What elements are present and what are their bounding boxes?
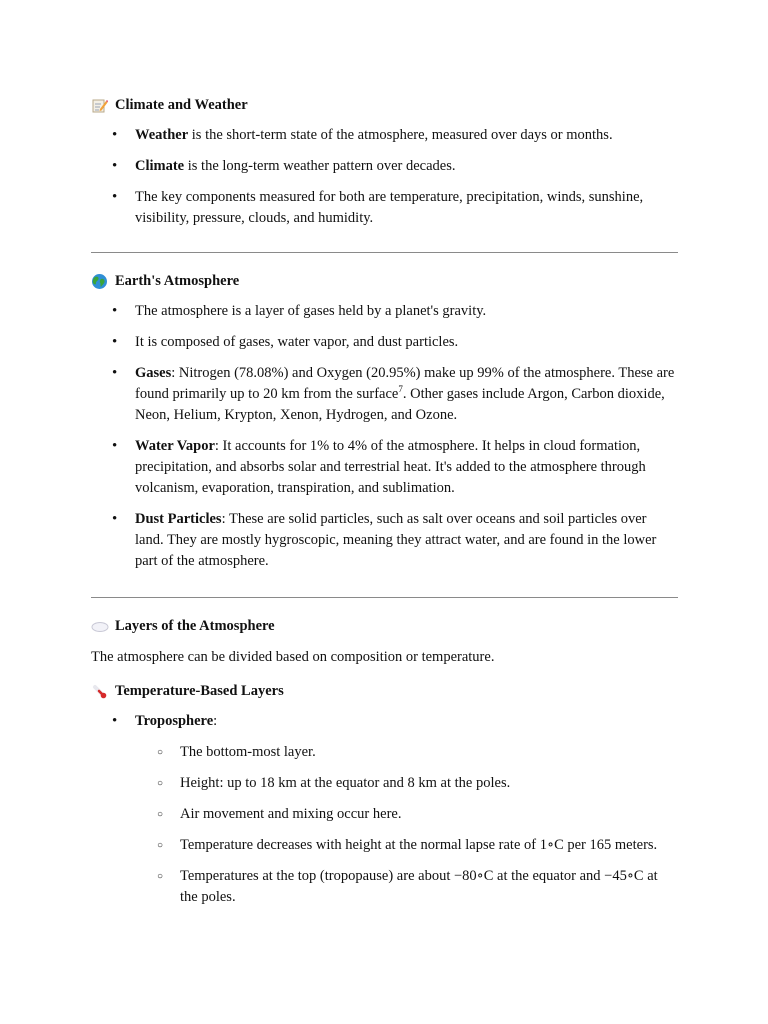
- thermometer-icon: [91, 681, 115, 701]
- list-item: [91, 711, 678, 732]
- term-dust-particles: Dust Particles: [135, 511, 222, 527]
- globe-icon: [91, 271, 115, 291]
- temperature-layers-list: [91, 711, 678, 732]
- item-text: . Other gases include Argon, Carbon dioxide, Neon, Helium, Krypton, Xenon, Hydrogen, and Ozone.: [135, 386, 665, 423]
- layers-intro: The atmosphere can be divided based on composition or temperature.: [91, 649, 495, 665]
- term-gases: Gases: [135, 365, 172, 381]
- list-item: [91, 436, 678, 499]
- term-water-vapor: Water Vapor: [135, 438, 215, 454]
- footnote-marker: 7: [398, 384, 403, 395]
- item-text: It is composed of gases, water vapor, and dust particles.: [135, 334, 459, 350]
- section-heading-text: Temperature-Based Layers: [115, 682, 284, 699]
- list-item: [91, 301, 678, 322]
- list-item: [91, 363, 678, 426]
- list-item: [91, 332, 678, 353]
- troposphere-sublist: [91, 742, 678, 908]
- sub-list-item: ○ Temperature decreases with height at the normal lapse rate of 1∘C per 165 meters.: [91, 835, 678, 856]
- item-text: is the short-term state of the atmosphere, measured over days or months.: [188, 127, 613, 143]
- section-heading-text: Climate and Weather: [115, 96, 248, 113]
- section-heading-temperature-layers: [91, 681, 678, 701]
- memo-icon: [91, 95, 115, 115]
- list-item: [91, 509, 678, 572]
- section-heading-layers: [91, 616, 678, 636]
- atmosphere-list: [91, 301, 678, 572]
- term-climate: Climate: [135, 158, 185, 174]
- item-text: : These are solid particles, such as salt over oceans and soil particles over land. They are mostly hygroscopic, meaning they attract water, and are found in the lower part of the atmosphere.: [135, 511, 657, 569]
- section-heading-text: Layers of the Atmosphere: [115, 617, 275, 634]
- climate-list: [91, 125, 678, 229]
- term-weather: Weather: [135, 127, 189, 143]
- item-text: : Nitrogen (78.08%) and Oxygen (20.95%) make up 99% of the atmosphere. These are found primarily up to 20 km from the surface: [135, 365, 675, 402]
- item-text: : It accounts for 1% to 4% of the atmosphere. It helps in cloud formation, precipitation, and absorbs solar and terrestrial heat. It's added to the atmosphere through volcanism, evaporation, transpiration, and sublimation.: [135, 438, 646, 496]
- document-body: [91, 95, 678, 908]
- list-item: [91, 125, 678, 146]
- sub-list-item: ○ Air movement and mixing occur here.: [91, 804, 678, 825]
- sub-list-item: ○ Height: up to 18 km at the equator and 8 km at the poles.: [91, 773, 678, 794]
- section-divider: [91, 252, 678, 253]
- sub-list-item: ○ Temperatures at the top (tropopause) are about −80∘C at the equator and −45∘C at the poles.: [91, 866, 678, 908]
- list-item: [91, 187, 678, 229]
- item-text: is the long-term weather pattern over decades.: [184, 158, 456, 174]
- section-heading-text: Earth's Atmosphere: [115, 272, 240, 289]
- term-troposphere: Troposphere: [135, 713, 214, 729]
- list-item: [91, 156, 678, 177]
- section-divider: [91, 597, 678, 598]
- section-heading-atmosphere: [91, 271, 678, 291]
- sub-list-item: ○ The bottom-most layer.: [91, 742, 678, 763]
- item-text: :: [213, 713, 218, 729]
- item-text: The atmosphere is a layer of gases held by a planet's gravity.: [135, 303, 487, 319]
- section-heading-climate: [91, 95, 678, 115]
- cloud-icon: [91, 616, 115, 636]
- item-text: The key components measured for both are temperature, precipitation, winds, sunshine, visibility, pressure, clouds, and humidity.: [135, 189, 644, 226]
